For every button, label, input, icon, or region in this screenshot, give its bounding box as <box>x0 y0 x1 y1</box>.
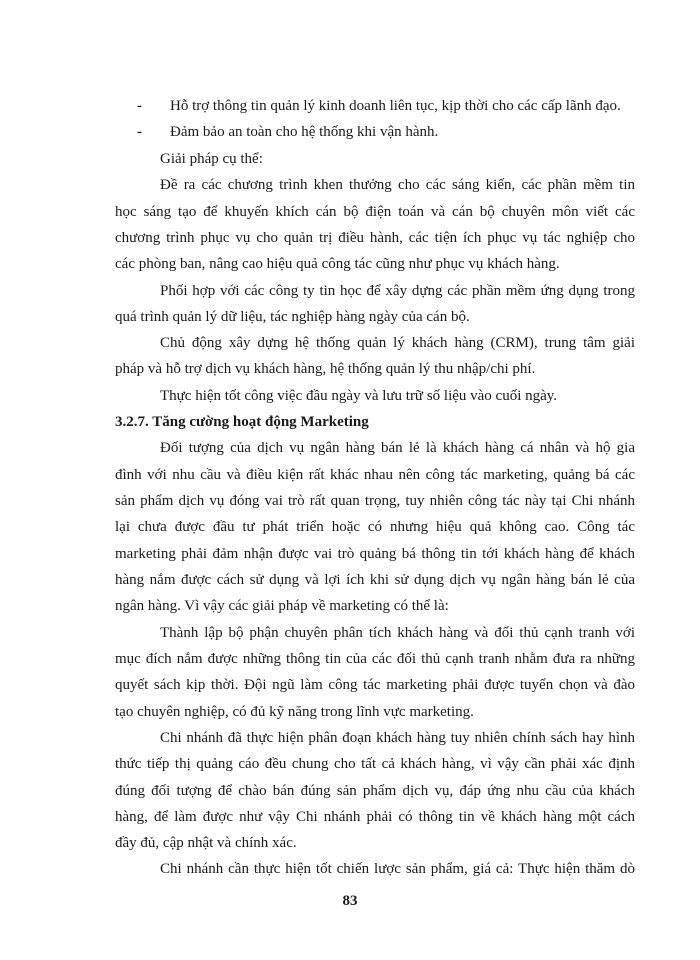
bullet-dash: - <box>137 124 142 140</box>
text-line: Phối hợp với các công ty tin học để xây dựng các phần mềm ứng dụng trong <box>160 283 635 299</box>
text-line: mục đích nắm được những thông tin của các đối thủ cạnh tranh nhằm đưa ra những <box>115 651 635 667</box>
text-line: Chi nhánh cần thực hiện tốt chiến lược sản phẩm, giá cả: Thực hiện thăm dò <box>160 861 635 877</box>
bullet-text: Đảm bảo an toàn cho hệ thống khi vận hành. <box>170 124 439 140</box>
text-line: học sáng tạo để khuyến khích cán bộ điện toán và cán bộ chuyên môn viết các <box>115 204 635 220</box>
text-line: Chủ động xây dựng hệ thống quản lý khách hàng (CRM), trung tâm giải <box>160 335 635 351</box>
text-line: Thành lập bộ phận chuyên phân tích khách hàng và đối thủ cạnh tranh với <box>160 625 635 641</box>
text-line: marketing phải đảm nhận được vai trò quảng bá thông tin tới khách hàng để khách <box>115 546 635 562</box>
text-line: quyết sách kịp thời. Đội ngũ làm công tác marketing phải được tuyển chọn và đào <box>115 677 635 693</box>
text-line: hàng nắm được cách sử dụng và lợi ích khi sử dụng dịch vụ ngân hàng bán lẻ của <box>115 572 635 588</box>
text-line: tạo chuyên nghiệp, có đủ kỹ năng trong lĩnh vực marketing. <box>115 704 474 720</box>
text-line: pháp và hỗ trợ dịch vụ khách hàng, hệ thống quản lý thu nhập/chi phí. <box>115 361 536 377</box>
text-line: đúng đối tượng để chào bán đúng sản phẩm dịch vụ, đáp ứng nhu cầu của khách <box>115 783 635 799</box>
page-number: 83 <box>342 893 358 909</box>
bullet-dash: - <box>137 98 142 114</box>
text-line: Thực hiện tốt công việc đầu ngày và lưu trữ số liệu vào cuối ngày. <box>160 388 558 404</box>
text-line: Đối tượng của dịch vụ ngân hàng bán lẻ là khách hàng cá nhân và hộ gia <box>160 440 635 456</box>
text-line: sản phẩm dịch vụ đóng vai trò rất quan trọng, tuy nhiên công tác này tại Chi nhánh <box>115 493 635 509</box>
text-line: ngân hàng. Vì vậy các giải pháp về marketing có thể là: <box>115 598 449 614</box>
text-line: quá trình quản lý dữ liệu, tác nghiệp hàng ngày của cán bộ. <box>115 309 470 325</box>
text-line: thức tiếp thị quảng cáo đều chung cho tất cả khách hàng, vì vậy cần phải xác định <box>115 756 635 772</box>
text-line: chương trình phục vụ cho quản trị điều hành, các tiện ích phục vụ tác nghiệp cho <box>115 230 635 246</box>
text-line: Chi nhánh đã thực hiện phân đoạn khách hàng tuy nhiên chính sách hay hình <box>160 730 635 746</box>
text-line: đình với nhu cầu và điều kiện rất khác nhau nên công tác marketing, quảng bá các <box>115 467 635 483</box>
text-line: lại chưa được đầu tư phát triển hoặc có nhưng hiệu quả không cao. Công tác <box>115 519 635 535</box>
text-line: Giải pháp cụ thể: <box>160 151 263 167</box>
text-line: các phòng ban, nâng cao hiệu quả công tác cũng như phục vụ khách hàng. <box>115 256 560 272</box>
section-heading: 3.2.7. Tăng cường hoạt động Marketing <box>115 414 369 430</box>
text-line: Đề ra các chương trình khen thưởng cho các sáng kiến, các phần mềm tin <box>160 177 635 193</box>
text-line: đầy đủ, cập nhật và chính xác. <box>115 835 297 851</box>
text-line: hàng, để làm được như vậy Chi nhánh phải có thông tin về khách hàng một cách <box>115 809 635 825</box>
bullet-text: Hỗ trợ thông tin quản lý kinh doanh liên tục, kịp thời cho các cấp lãnh đạo. <box>170 98 621 114</box>
